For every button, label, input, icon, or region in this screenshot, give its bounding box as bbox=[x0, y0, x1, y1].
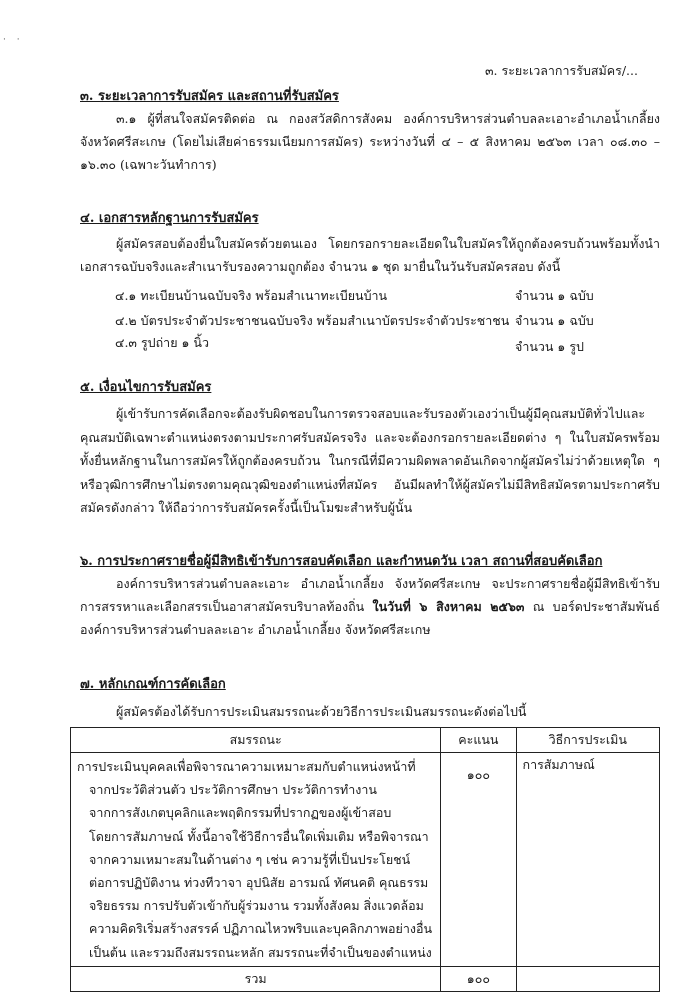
document-item-qty: จำนวน ๑ ฉบับ bbox=[515, 313, 594, 328]
document-item bbox=[115, 286, 635, 306]
total-method-empty bbox=[516, 966, 660, 991]
document-item-qty: จำนวน ๑ ฉบับ bbox=[515, 288, 594, 303]
section-6-body-post: ณ บอร์ดประชาสัมพันธ์องค์การบริหารส่วนตำบลละเอาะ อำเภอน้ำเกลี้ยง จังหวัดศรีสะเกษ bbox=[80, 599, 660, 637]
section-6-date: ในวันที่ ๖ สิงหาคม ๒๕๖๓ bbox=[372, 599, 525, 614]
total-score: ๑๐๐ bbox=[441, 966, 516, 991]
document-item bbox=[115, 311, 635, 331]
score-cell: ๑๐๐ bbox=[441, 753, 516, 967]
section-5-heading: ๕. เงื่อนไขการรับสมัคร bbox=[80, 380, 212, 395]
table-total-row bbox=[71, 966, 660, 991]
competency-line: จากความเหมาะสมในด้านต่าง ๆ เช่น ความรู้ที่เป็นประโยชน์ bbox=[89, 851, 411, 867]
section-5-body: ผู้เข้ารับการคัดเลือกจะต้องรับผิดชอบในการตรวจสอบและรับรองตัวเองว่าเป็นผู้มีคุณสมบัติทั่วไปและคุณสมบัติเฉพาะตำแหน่งตรงตามประกาศรับสมัครจริง และจะต้องกรอกรายละเอียดต่าง ๆ ในใบสมัครพร้อมทั้งยื่นหลักฐานในการสมัครให้ถูกต้องครบถ้วน ในกรณีที่มีความผิดพลาดอันเกิดจากผู้สมัครไม่ว่าด้วยเหตุใด ๆ หรือวุฒิการศึกษาไม่ตรงตามคุณวุฒิของตำแหน่งที่สมัคร อันมีผลทำให้ผู้สมัครไม่มีสิทธิสมัครตามประกาศรับสมัครดังกล่าว ให้ถือว่าการรับสมัครครั้งนี้เป็นโมฆะสำหรับผู้นั้น bbox=[80, 406, 660, 515]
document-item-qty: จำนวน ๑ รูป bbox=[515, 339, 584, 354]
header-competency: สมรรถนะ bbox=[71, 728, 441, 753]
competency-line: จากการสังเกตบุคลิกและพฤติกรรมที่ปรากฏของผู้เข้าสอบ bbox=[89, 805, 392, 821]
total-label: รวม bbox=[71, 966, 441, 991]
document-item-text: ๔.๒ บัตรประจำตัวประชาชนฉบับจริง พร้อมสำเนาบัตรประจำตัวประชาชน bbox=[115, 313, 510, 328]
table-header-row bbox=[71, 728, 660, 753]
section-4-body: ผู้สมัครสอบต้องยื่นใบสมัครด้วยตนเอง โดยกรอกรายละเอียดในใบสมัครให้ถูกต้องครบถ้วนพร้อมทั้งนำเอกสารฉบับจริงและสำเนารับรองความถูกต้อง จำนวน ๑ ชุด มายื่นในวันรับสมัครสอบ ดังนี้ bbox=[80, 236, 660, 274]
header-score: คะแนน bbox=[441, 728, 516, 753]
section-7-intro: ผู้สมัครต้องได้รับการประเมินสมรรถนะด้วยวิธีการประเมินสมรรถนะดังต่อไปนี้ bbox=[116, 704, 527, 719]
competency-line: โดยการสัมภาษณ์ ทั้งนี้อาจใช้วิธีการอื่นใดเพิ่มเติม หรือพิจารณา bbox=[89, 828, 429, 844]
method-cell: การสัมภาษณ์ bbox=[516, 753, 660, 967]
document-item-text: ๔.๓ รูปถ่าย ๑ นิ้ว bbox=[115, 335, 209, 350]
document-item-text: ๔.๑ ทะเบียนบ้านฉบับจริง พร้อมสำเนาทะเบียนบ้าน bbox=[115, 288, 388, 303]
section-7-heading: ๗. หลักเกณฑ์การคัดเลือก bbox=[80, 677, 226, 692]
section-6-body bbox=[80, 572, 660, 641]
section-3-body: ๓.๑ ผู้ที่สนใจสมัครติดต่อ ณ กองสวัสดิการสังคม องค์การบริหารส่วนตำบลละเอาะอำเภอน้ำเกลี้ยง จังหวัดศรีสะเกษ (โดยไม่เสียค่าธรรมเนียมการสมัคร) ระหว่างวันที่ ๔ – ๕ สิงหาคม ๒๕๖๓ เวลา ๐๘.๓๐ – ๑๖.๓๐ (เฉพาะวันทำการ) bbox=[80, 111, 660, 172]
competency-line: จริยธรรม การปรับตัวเข้ากับผู้ร่วมงาน รวมทั้งสังคม สิ่งแวดล้อม bbox=[89, 898, 424, 914]
criteria-table bbox=[70, 727, 660, 992]
table-row bbox=[71, 753, 660, 967]
continuation-note: ๓. ระยะเวลาการรับสมัคร/... bbox=[485, 63, 638, 78]
scan-specks: · · bbox=[3, 35, 24, 45]
competency-line: เป็นต้น และรวมถึงสมรรถนะหลัก สมรรถนะที่จำเป็นของตำแหน่ง bbox=[89, 944, 432, 960]
header-method: วิธีการประเมิน bbox=[516, 728, 660, 753]
document-item bbox=[115, 333, 635, 353]
section-6-body-pre: องค์การบริหารส่วนตำบลละเอาะ อำเภอน้ำเกลี้ยง จังหวัดศรีสะเกษ จะประกาศรายชื่อผู้มีสิทธิเข้ารับการสรรหาและเลือกสรรเป็นอาสาสมัครบริบาลท้องถิ่น bbox=[80, 576, 660, 614]
section-3-heading: ๓. ระยะเวลาการรับสมัคร และสถานที่รับสมัคร bbox=[80, 89, 339, 104]
competency-line: ต่อการปฏิบัติงาน ท่วงทีวาจา อุปนิสัย อารมณ์ ทัศนคติ คุณธรรม bbox=[89, 875, 429, 891]
section-6-heading: ๖. การประกาศรายชื่อผู้มีสิทธิเข้ารับการสอบคัดเลือก และกำหนดวัน เวลา สถานที่สอบคัดเลือก bbox=[80, 554, 603, 569]
competency-line: ความคิดริเริ่มสร้างสรรค์ ปฏิภาณไหวพริบและบุคลิกภาพอย่างอื่น bbox=[89, 921, 432, 937]
competency-line: จากประวัติส่วนตัว ประวัติการศึกษา ประวัติการทำงาน bbox=[89, 782, 377, 798]
competency-line: การประเมินบุคคลเพื่อพิจารณาความเหมาะสมกับตำแหน่งหน้าที่ bbox=[77, 759, 416, 774]
competency-description bbox=[71, 753, 441, 967]
section-4-heading: ๔. เอกสารหลักฐานการรับสมัคร bbox=[80, 211, 259, 226]
